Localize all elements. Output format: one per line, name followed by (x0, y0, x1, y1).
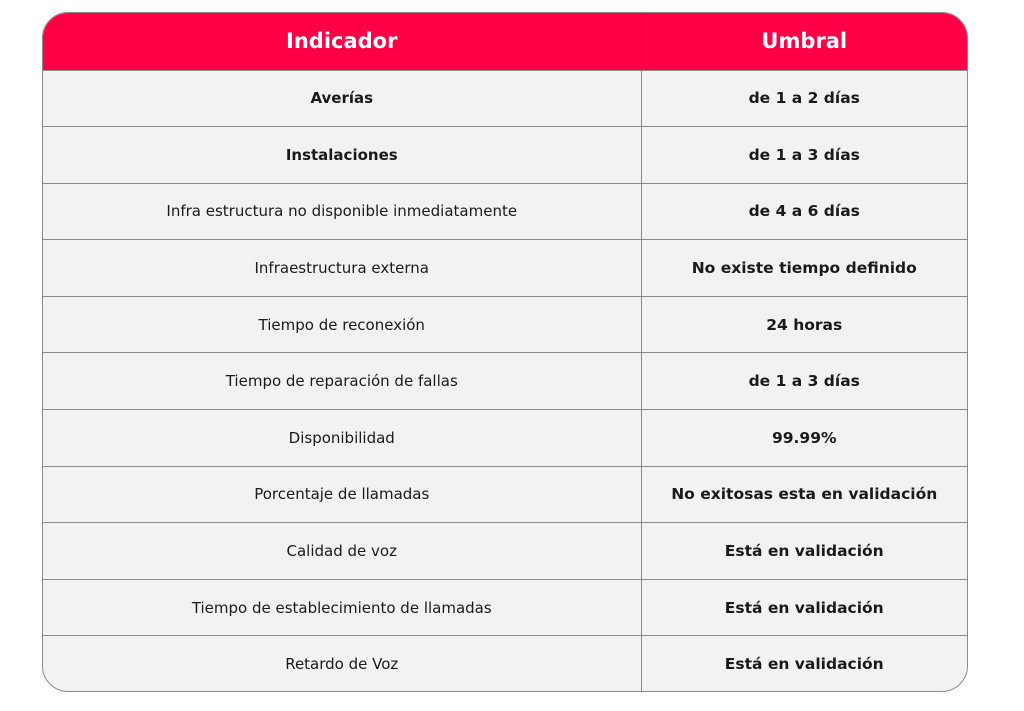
threshold-cell: de 4 a 6 días (641, 183, 967, 240)
indicator-cell: Infraestructura externa (43, 240, 641, 297)
threshold-cell: Está en validación (641, 579, 967, 636)
table-row (43, 410, 967, 467)
table-row (43, 636, 967, 692)
indicator-cell: Disponibilidad (43, 410, 641, 467)
indicator-cell: Instalaciones (43, 127, 641, 184)
indicator-table (42, 12, 968, 692)
table-row (43, 296, 967, 353)
table-header-row (43, 13, 967, 70)
indicator-cell: Tiempo de establecimiento de llamadas (43, 579, 641, 636)
table-row (43, 466, 967, 523)
threshold-cell: de 1 a 2 días (748, 89, 860, 108)
threshold-cell: No exitosas esta en validación (641, 466, 967, 523)
threshold-cell: Está en validación (641, 636, 967, 692)
table-row (43, 579, 967, 636)
indicator-cell: Tiempo de reconexión (43, 296, 641, 353)
threshold-cell: 24 horas (641, 296, 967, 353)
threshold-cell: No existe tiempo definido (641, 240, 967, 297)
header-threshold: Umbral (641, 13, 967, 70)
table-row (43, 353, 967, 410)
threshold-cell: de 1 a 3 días (641, 353, 967, 410)
table-row (43, 183, 967, 240)
indicator-cell: Porcentaje de llamadas (43, 466, 641, 523)
header-indicator: Indicador (43, 13, 641, 70)
table-row (43, 127, 967, 184)
indicator-cell: Averías (43, 70, 641, 127)
indicator-cell: Infra estructura no disponible inmediatamente (43, 183, 641, 240)
table-row (43, 70, 967, 127)
threshold-cell: 99.99% (641, 410, 967, 467)
indicator-cell: Tiempo de reparación de fallas (43, 353, 641, 410)
threshold-cell: de 1 a 3 días (641, 127, 967, 184)
table-row (43, 523, 967, 580)
indicator-cell: Calidad de voz (43, 523, 641, 580)
indicator-cell: Retardo de Voz (43, 636, 641, 692)
table-row (43, 240, 967, 297)
indicator-threshold-table (43, 13, 967, 692)
threshold-cell: Está en validación (641, 523, 967, 580)
